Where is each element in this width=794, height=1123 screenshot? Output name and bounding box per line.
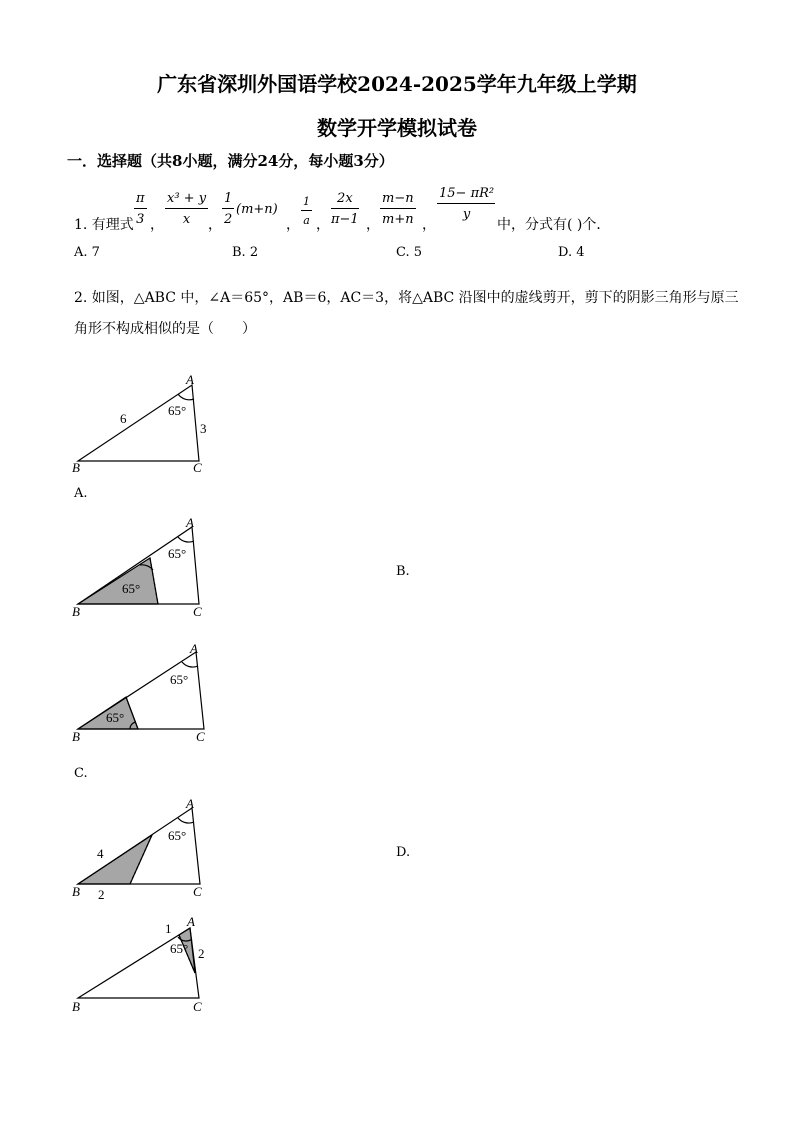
comma: ， xyxy=(208,217,222,233)
fraction-3-factor: (m+n) xyxy=(236,202,278,217)
svg-text:2: 2 xyxy=(98,887,105,902)
fraction-1: π 3 xyxy=(136,191,145,227)
q1-option-d[interactable]: D. 4 xyxy=(558,245,585,260)
q1-suffix: 中，分式有( )个． xyxy=(497,217,611,233)
fraction-6: m−n m+n xyxy=(382,191,414,227)
svg-text:B: B xyxy=(72,604,80,619)
q2-option-d[interactable]: D. xyxy=(396,845,411,860)
q2-text-line1: 2. 如图，△ABC 中，∠A＝65°，AB＝6，AC＝3，将△ABC 沿图中的虚线剪开，剪下的阴影三角形与原三 xyxy=(74,290,739,306)
comma: ， xyxy=(422,217,436,233)
svg-text:C: C xyxy=(193,460,202,475)
q2-text-line2: 角形不构成相似的是（ ） xyxy=(74,321,256,337)
q2-option-c[interactable]: C. xyxy=(74,766,88,781)
svg-text:65°: 65° xyxy=(122,581,141,596)
svg-text:65°: 65° xyxy=(106,710,125,725)
q1-prefix: 1. 有理式 xyxy=(74,217,134,233)
svg-text:1: 1 xyxy=(165,921,172,936)
svg-text:6: 6 xyxy=(120,411,127,426)
comma: ， xyxy=(286,217,300,233)
svg-text:65°: 65° xyxy=(170,672,189,687)
comma: ， xyxy=(316,217,330,233)
svg-text:A: A xyxy=(186,796,194,811)
page-title: 广东省深圳外国语学校2024-2025学年九年级上学期 xyxy=(157,72,637,96)
svg-text:C: C xyxy=(193,999,202,1014)
comma: ， xyxy=(150,217,164,233)
fraction-2: x³ + y x xyxy=(167,191,207,227)
svg-text:B: B xyxy=(72,999,80,1014)
svg-text:C: C xyxy=(193,604,202,619)
fraction-4: 1 a xyxy=(303,195,310,227)
svg-text:A: A xyxy=(187,914,195,929)
svg-text:65°: 65° xyxy=(168,828,187,843)
q1-option-c[interactable]: C. 5 xyxy=(396,245,423,260)
svg-text:65°: 65° xyxy=(170,941,189,956)
fraction-5: 2x π−1 xyxy=(331,191,359,227)
svg-text:C: C xyxy=(193,884,202,899)
q2-option-b[interactable]: B. xyxy=(396,564,410,579)
svg-text:A: A xyxy=(190,641,198,656)
q2-option-a[interactable]: A. xyxy=(74,486,88,501)
section-heading: 一．选择题（共8小题，满分24分，每小题3分） xyxy=(67,152,394,170)
option-a-triangle xyxy=(72,515,202,619)
option-d-triangle xyxy=(72,914,205,1014)
option-c-triangle xyxy=(72,796,202,902)
q1-option-a[interactable]: A. 7 xyxy=(74,245,100,260)
svg-text:4: 4 xyxy=(97,846,104,861)
q1-option-b[interactable]: B. 2 xyxy=(232,245,259,260)
svg-text:B: B xyxy=(72,884,80,899)
svg-text:65°: 65° xyxy=(168,403,187,418)
fraction-7: 15− πR² y xyxy=(439,186,495,222)
svg-text:65°: 65° xyxy=(168,546,187,561)
svg-text:3: 3 xyxy=(200,421,207,436)
svg-text:2: 2 xyxy=(198,946,205,961)
svg-text:A: A xyxy=(186,372,194,387)
svg-text:C: C xyxy=(196,729,205,744)
svg-text:A: A xyxy=(186,515,194,530)
fraction-3: 1 2 xyxy=(224,191,233,227)
comma: ， xyxy=(366,217,380,233)
page-subtitle: 数学开学模拟试卷 xyxy=(317,116,477,140)
svg-text:B: B xyxy=(72,729,80,744)
svg-text:B: B xyxy=(72,460,80,475)
option-b-triangle xyxy=(72,641,205,744)
original-triangle xyxy=(72,372,207,475)
